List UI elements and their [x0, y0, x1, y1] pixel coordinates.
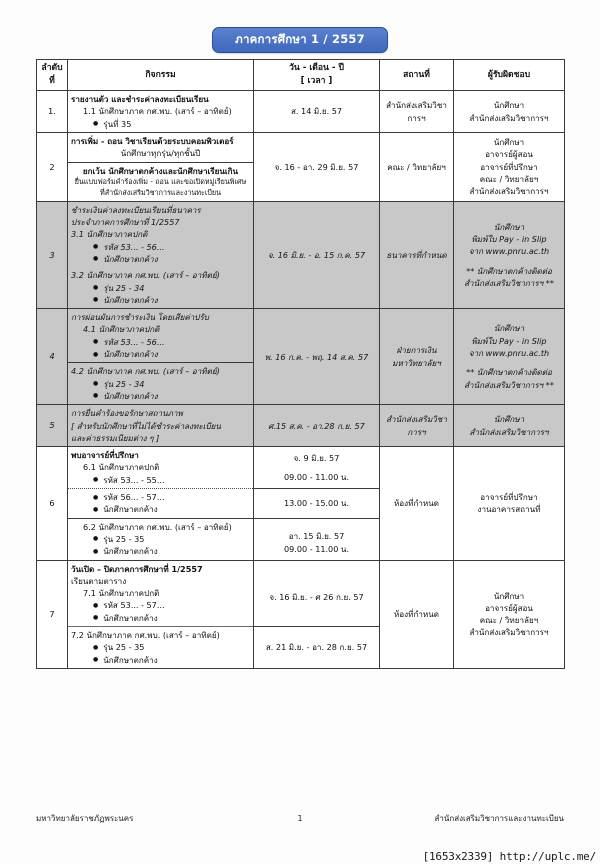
table-header-row [37, 60, 565, 91]
row-order-3: 3 [37, 201, 68, 308]
row-place-3: ธนาคารที่กำหนด [380, 201, 454, 308]
row-responsible-2: นักศึกษา อาจารย์ผู้สอน อาจารย์ที่ปรึกษา คณะ / วิทยาลัยฯ สำนักส่งเสริมวิชาการฯ [454, 133, 565, 202]
row-activity-4-part1: การผ่อนผันการชำระเงิน โดยเสียค่าปรับ 4.1 นักศึกษาภาคปกติ ● รหัส 53... - 56... ● นักศึกษาตกค้าง [68, 309, 254, 363]
row-place-6: ห้องที่กำหนด [380, 447, 454, 560]
academic-calendar-table-container [36, 59, 564, 669]
row-date-6-part3: อา. 15 มิ.ย. 57 09.00 - 11.00 น. [254, 518, 380, 560]
row-order-7: 7 [37, 560, 68, 668]
column-header-date: วัน - เดือน - ปี [ เวลา ] [254, 60, 380, 91]
row-date-7-part1: จ. 16 มิ.ย. - ศ 26 ก.ย. 57 [254, 560, 380, 626]
row-responsible-6: อาจารย์ที่ปรึกษา งานอาคารสถานที่ [454, 447, 565, 560]
row-responsible-1: นักศึกษา สำนักส่งเสริมวิชาการฯ [454, 91, 565, 133]
row-activity-2-part1: การเพิ่ม - ถอน วิชาเรียนด้วยระบบคอมพิวเตอร์ นักศึกษาทุกรุ่น/ทุกชั้นปี [68, 133, 254, 163]
column-header-order: ลำดับ ที่ [37, 60, 68, 91]
row-activity-7-part1: วันเปิด – ปิดภาคการศึกษาที่ 1/2557 เรียนตามตาราง 7.1 นักศึกษาภาคปกติ ● รหัส 53... - 57... ● นักศึกษาตกค้าง [68, 560, 254, 626]
spacer [257, 464, 376, 471]
page-footer [36, 812, 564, 825]
row-place-2: คณะ / วิทยาลัยฯ [380, 133, 454, 202]
row-date-3: จ. 16 มิ.ย. - อ. 15 ก.ค. 57 [254, 201, 380, 308]
row-date-2: จ. 16 - อา. 29 มิ.ย. 57 [254, 133, 380, 202]
table-row [37, 201, 565, 267]
image-host-watermark: [1653x2339] http://uplc.me/ [422, 850, 596, 863]
row-activity-6-part1: พบอาจารย์ที่ปรึกษา 6.1 นักศึกษาภาคปกติ ● รหัส 53... - 55... [68, 447, 254, 489]
row-activity-7-part2: 7.2 นักศึกษาภาค กศ.พบ. (เสาร์ – อาทิตย์) ● รุ่น 25 - 35 ● นักศึกษาตกค้าง [68, 626, 254, 668]
row-activity-3-part1: ชำระเงินค่าลงทะเบียนเรียนที่ธนาคาร ประจำภาคการศึกษาที่ 1/2557 3.1 นักศึกษาภาคปกติ ● รหัส 53... - 56... ● นักศึกษาตกค้าง [68, 201, 254, 267]
row-activity-5: การยื่นคำร้องขอรักษาสถานภาพ [ สำหรับนักศึกษาที่ไม่ได้ชำระค่าลงทะเบียน และค่าธรรมเนียมต่าง ๆ ] [68, 405, 254, 447]
page-title-container [0, 27, 600, 53]
row-place-7: ห้องที่กำหนด [380, 560, 454, 668]
table-row [37, 447, 565, 489]
row-date-6-part2: 13.00 - 15.00 น. [254, 489, 380, 519]
row-order-6: 6 [37, 447, 68, 560]
table-row [37, 405, 565, 447]
spacer [457, 258, 561, 265]
row-date-7-part2: ส. 21 มิ.ย. - อา. 28 ก.ย. 57 [254, 626, 380, 668]
row-responsible-7: นักศึกษา อาจารย์ผู้สอน คณะ / วิทยาลัยฯ สำนักส่งเสริมวิชาการฯ [454, 560, 565, 668]
row-activity-4-part2: 4.2 นักศึกษาภาค กศ.พบ. (เสาร์ – อาทิตย์) ● รุ่น 25 - 34 ● นักศึกษาตกค้าง [68, 363, 254, 405]
spacer [257, 584, 376, 591]
row-order-1: 1. [37, 91, 68, 133]
column-header-place: สถานที่ [380, 60, 454, 91]
row-activity-6-part2: ● รหัส 56... - 57... ● นักศึกษาตกค้าง [68, 489, 254, 519]
column-header-activity: กิจกรรม [68, 60, 254, 91]
table-row [37, 560, 565, 626]
row-activity-6-part3: 6.2 นักศึกษาภาค กศ.พบ. (เสาร์ – อาทิตย์) ● รุ่น 25 - 35 ● นักศึกษาตกค้าง [68, 518, 254, 560]
row-date-5: ศ.15 ส.ค. - อา.28 ก.ย. 57 [254, 405, 380, 447]
table-row [37, 133, 565, 163]
row-place-1: สำนักส่งเสริมวิชาการฯ [380, 91, 454, 133]
semester-title-badge: ภาคการศึกษา 1 / 2557 [212, 27, 388, 53]
row-place-5: สำนักส่งเสริมวิชาการฯ [380, 405, 454, 447]
row-date-4: พ. 16 ก.ค. - พฤ. 14 ส.ค. 57 [254, 309, 380, 405]
row-order-2: 2 [37, 133, 68, 202]
row-order-4: 4 [37, 309, 68, 405]
row-date-6-part1: จ. 9 มิ.ย. 57 09.00 - 11.00 น. [254, 447, 380, 489]
row-date-1: ส. 14 มิ.ย. 57 [254, 91, 380, 133]
row-order-5: 5 [37, 405, 68, 447]
column-header-responsible: ผู้รับผิดชอบ [454, 60, 565, 91]
row-responsible-4: นักศึกษา พิมพ์ใบ Pay - in Slip จาก www.pnru.ac.th ** นักศึกษาตกค้างติดต่อ สำนักส่งเสริมวิชาการฯ ** [454, 309, 565, 405]
row-activity-1: รายงานตัว และชำระค่าลงทะเบียนเรียน 1.1 นักศึกษาภาค กศ.พบ. (เสาร์ – อาทิตย์) ● รุ่นที่ 35 [68, 91, 254, 133]
spacer [257, 523, 376, 530]
academic-calendar-table [36, 59, 565, 669]
footer-page-number: 1 [297, 814, 303, 823]
table-row [37, 309, 565, 363]
row-responsible-5: นักศึกษา สำนักส่งเสริมวิชาการฯ [454, 405, 565, 447]
footer-university-name: มหาวิทยาลัยราชภัฏพระนคร [36, 814, 134, 823]
row-activity-2-part2: ยกเว้น นักศึกษาตกค้างและนักศึกษาเรียนเกิน ยื่นแบบฟอร์มคำร้องเพิ่ม - ถอน และขอเปิดหมู่เรียนพิเศษ ที่สำนักส่งเสริมวิชาการและงานทะเบียน [68, 162, 254, 201]
table-row [37, 91, 565, 133]
row-activity-3-part2: 3.2 นักศึกษาภาค กศ.พบ. (เสาร์ – อาทิตย์) ● รุ่น 25 - 34 ● นักศึกษาตกค้าง [68, 267, 254, 308]
spacer [457, 359, 561, 366]
row-place-4: ฝ่ายการเงิน มหาวิทยาลัยฯ [380, 309, 454, 405]
row-responsible-3: นักศึกษา พิมพ์ใบ Pay - in Slip จาก www.pnru.ac.th ** นักศึกษาตกค้างติดต่อ สำนักส่งเสริมวิชาการฯ ** [454, 201, 565, 308]
footer-office-name: สำนักส่งเสริมวิชาการและงานทะเบียน [434, 814, 564, 823]
